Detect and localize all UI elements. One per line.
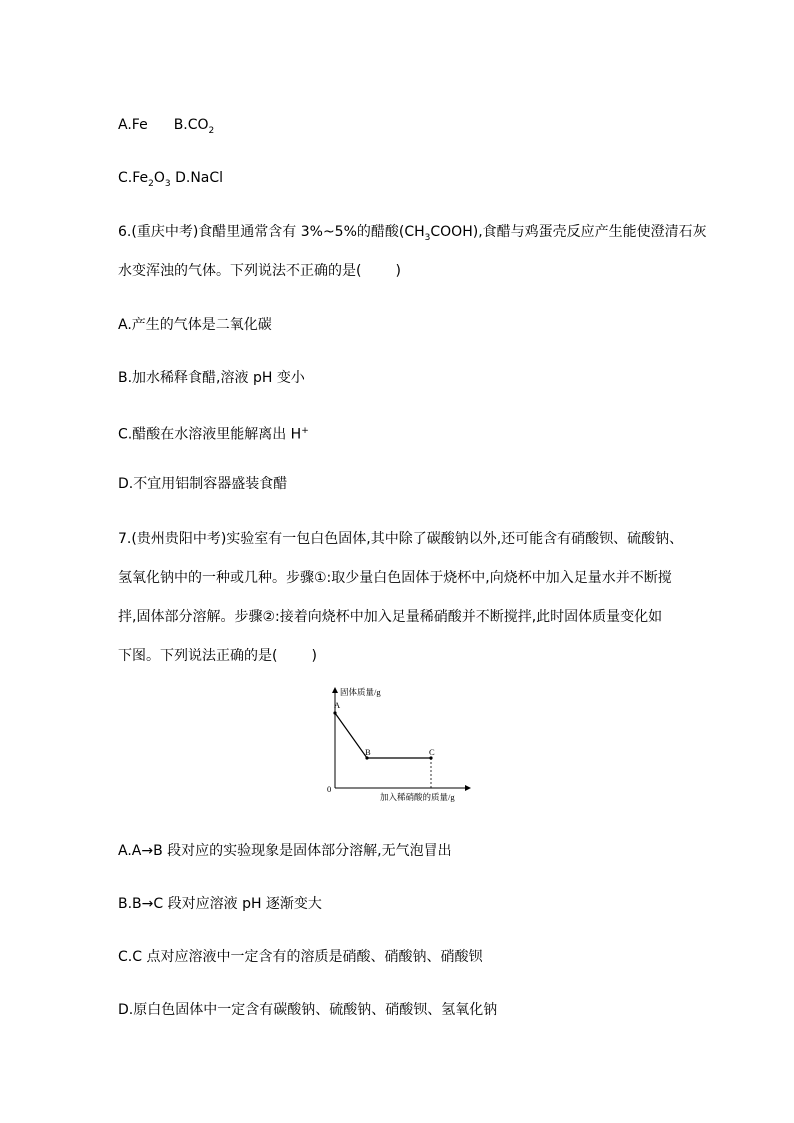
point-label-b: B: [365, 747, 371, 757]
origin-label: 0: [327, 784, 332, 794]
q7-stem-line-2: 氢氧化钠中的一种或几种。步骤①:取少量白色固体于烧杯中,向烧杯中加入足量水并不断搅: [118, 570, 672, 586]
x-axis-label: 加入稀硝酸的质量/g: [380, 792, 455, 802]
q6-stem-line-1: 6.(重庆中考)食醋里通常含有 3%~5%的醋酸$(CH_3COOH)$,食醋与鸡蛋壳反应产生能使澄清石灰: [118, 224, 707, 243]
q5-option-row-2: [118, 169, 223, 193]
point-label-a: A: [334, 700, 341, 710]
q7-option-a: A.A→B 段对应的实验现象是固体部分溶解,无气泡冒出: [118, 843, 452, 859]
q5-option-row-1: [118, 116, 214, 140]
q5-option-c: $C.Fe_2O_3$: [118, 170, 171, 189]
point-a: [333, 711, 336, 714]
q7-option-b: B.B→C 段对应溶液 pH 逐渐变大: [118, 896, 322, 912]
q5-option-d: D.NaCl: [175, 170, 224, 186]
q7-stem-line-3: 拌,固体部分溶解。步骤②:接着向烧杯中加入足量稀硝酸并不断搅拌,此时固体质量变化如: [118, 609, 663, 625]
q6-option-c: C.醋酸在水溶液里能解离出 H+: [118, 426, 309, 443]
q6-option-a: A.产生的气体是二氧化碳: [118, 317, 272, 333]
y-axis-label: 固体质量/g: [340, 687, 381, 697]
q7-option-c: C.C 点对应溶液中一定含有的溶质是硝酸、硝酸钠、硝酸钡: [118, 949, 483, 965]
solid-mass-chart: [318, 684, 478, 804]
q5-option-b: $B.CO_2$: [173, 117, 215, 136]
q6-stem-line-2: 水变浑浊的气体。下列说法不正确的是( ): [118, 263, 401, 279]
q5-option-a: A.Fe: [118, 117, 148, 133]
q7-option-d: D.原白色固体中一定含有碳酸钠、硫酸钠、硝酸钡、氢氧化钠: [118, 1002, 498, 1018]
q7-stem-line-4: 下图。下列说法正确的是( ): [118, 648, 317, 664]
point-label-c: C: [429, 747, 435, 757]
solid-mass-line: [335, 713, 431, 758]
q6-option-b: B.加水稀释食醋,溶液 pH 变小: [118, 370, 305, 386]
q6-option-d: D.不宜用铝制容器盛装食醋: [118, 476, 288, 492]
q7-stem-line-1: 7.(贵州贵阳中考)实验室有一包白色固体,其中除了碳酸钠以外,还可能含有硝酸钡、硫酸钠、: [118, 531, 684, 547]
